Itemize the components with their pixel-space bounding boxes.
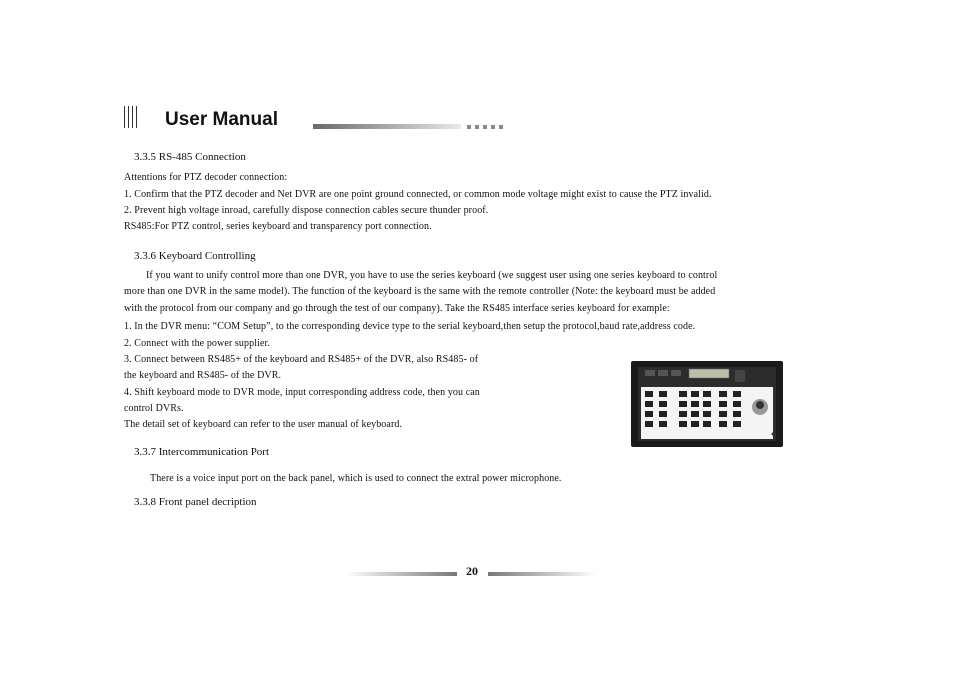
paragraph-line: 1. Confirm that the PTZ decoder and Net DVR are one point ground connected, or common mode voltage might exist to cause the PTZ invalid.: [124, 189, 712, 200]
paragraph-line: with the protocol from our company and go through the test of our company). Take the RS485 interface series keyboard for example:: [124, 303, 670, 314]
section-heading: 3.3.6 Keyboard Controlling: [134, 250, 256, 262]
paragraph-line: 1. In the DVR menu: “COM Setup”, to the corresponding device type to the serial keyboard,then setup the protocol,baud rate,address code.: [124, 321, 696, 332]
paragraph-line: 3. Connect between RS485+ of the keyboard and RS485+ of the DVR, also RS485- of: [124, 354, 479, 365]
page-title: User Manual: [165, 109, 278, 130]
section-heading: 3.3.7 Intercommunication Port: [134, 446, 270, 458]
paragraph-line: Attentions for PTZ decoder connection:: [124, 172, 288, 183]
paragraph-line: the keyboard and RS485- of the DVR.: [124, 370, 282, 381]
page-number: 20: [466, 564, 478, 578]
paragraph-line: If you want to unify control more than one DVR, you have to use the series keyboard (we suggest user using one series keyboard to control: [146, 270, 718, 281]
paragraph-line: more than one DVR in the same model). The function of the keyboard is the same with the remote controller (Note: the keyboard must be added: [124, 286, 716, 297]
section-heading: 3.3.8 Front panel decription: [134, 496, 257, 508]
header-bars-icon: [124, 106, 140, 128]
header-dots: [467, 125, 503, 129]
paragraph-line: The detail set of keyboard can refer to the user manual of keyboard.: [124, 419, 403, 430]
footer-rule-left: [345, 572, 457, 576]
paragraph-line: 4. Shift keyboard mode to DVR mode, input corresponding address code, then you can: [124, 387, 480, 398]
footer-rule-right: [488, 572, 596, 576]
paragraph-line: 2. Connect with the power supplier.: [124, 338, 270, 349]
section-heading: 3.3.5 RS-485 Connection: [134, 151, 246, 163]
paragraph-line: There is a voice input port on the back panel, which is used to connect the extral power microphone.: [150, 473, 562, 484]
paragraph-line: RS485:For PTZ control, series keyboard and transparency port connection.: [124, 221, 432, 232]
paragraph-line: 2. Prevent high voltage inroad, carefully dispose connection cables secure thunder proof.: [124, 205, 489, 216]
header-rule: [313, 124, 461, 129]
keyboard-image: [631, 361, 783, 447]
paragraph-line: control DVRs.: [124, 403, 184, 414]
